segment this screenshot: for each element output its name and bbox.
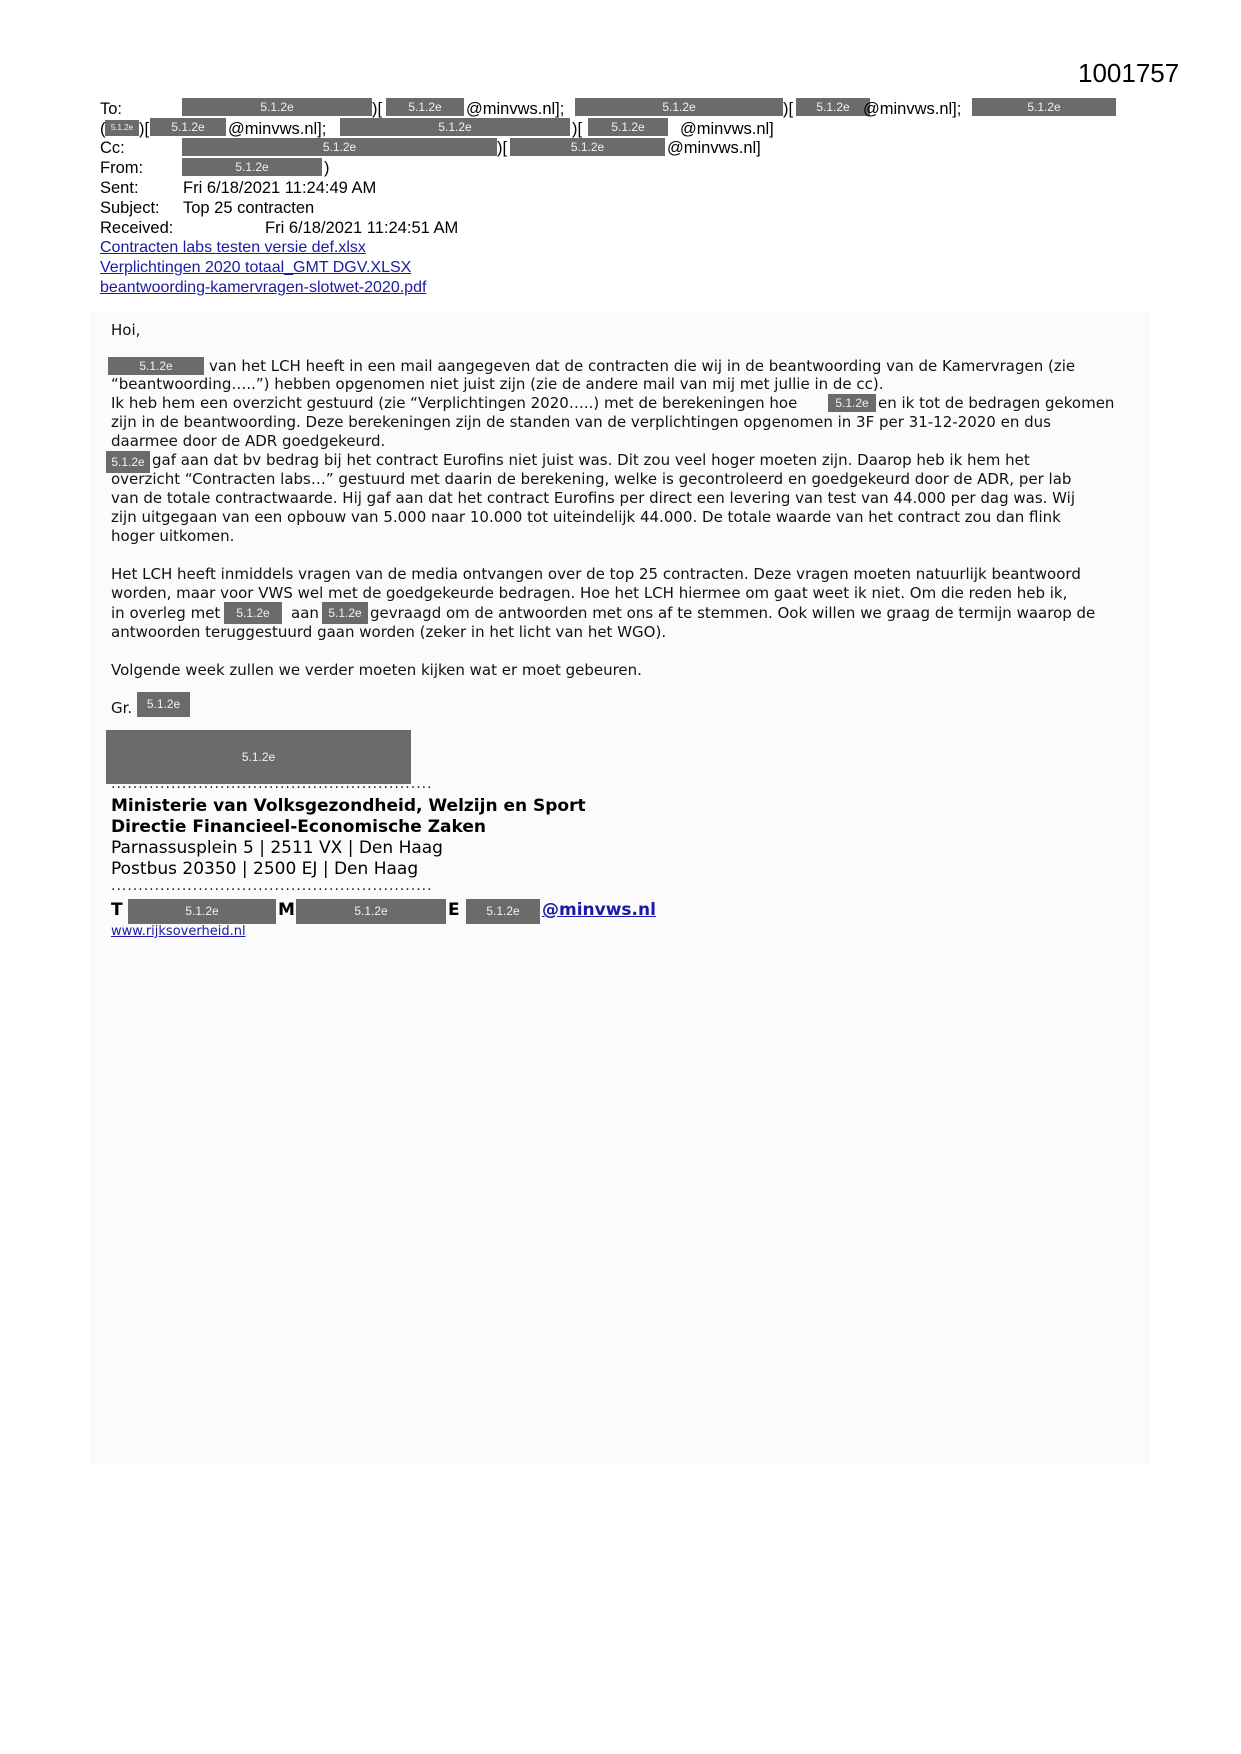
cc-label: Cc:: [100, 139, 125, 157]
body-line: “beantwoording…..”) hebben opgenomen niet juist zijn (zie de andere mail van mij met jullie in de cc).: [111, 375, 884, 393]
subject-value: Top 25 contracten: [183, 199, 315, 217]
redaction: 5.1.2e: [105, 120, 139, 136]
divider-dots: ...........................................................: [111, 776, 433, 792]
body-line: gevraagd om de antwoorden met ons af te stemmen. Ook willen we graag de termijn waarop de: [370, 604, 1096, 622]
subject-label: Subject:: [100, 199, 160, 217]
to-sep: )[: [372, 100, 383, 118]
body-line: gaf aan dat bv bedrag bij het contract Eurofins niet juist was. Dit zou veel hoger moeten zijn. Daarop heb ik hem het: [152, 451, 1030, 469]
email-link[interactable]: @minvws.nl: [542, 900, 656, 920]
to-sep: )[: [139, 120, 150, 138]
redaction: 5.1.2e: [340, 118, 570, 136]
redaction: 5.1.2e: [182, 138, 497, 156]
to-label: To:: [100, 100, 123, 118]
website-link[interactable]: www.rijksoverheid.nl: [111, 924, 246, 939]
redaction: 5.1.2e: [575, 98, 783, 116]
greeting: Hoi,: [111, 321, 141, 339]
body-line: Volgende week zullen we verder moeten kijken wat er moet gebeuren.: [111, 661, 642, 679]
email-label: E: [448, 900, 460, 920]
attachment-link[interactable]: Contracten labs testen versie def.xlsx: [100, 239, 366, 256]
received-value: Fri 6/18/2021 11:24:51 AM: [265, 219, 459, 237]
address-line: Parnassusplein 5 | 2511 VX | Den Haag: [111, 838, 443, 858]
cc-sep: )[: [497, 139, 508, 157]
body-line: Ik heb hem een overzicht gestuurd (zie “Verplichtingen 2020…..) met de berekeningen hoe: [111, 394, 798, 412]
from-paren: ): [324, 159, 330, 177]
body-line: van het LCH heeft in een mail aangegeven dat de contracten die wij in de beantwoording van de Kamervragen (zie: [209, 357, 1076, 375]
redaction: 5.1.2e: [182, 158, 322, 176]
divider-dots: ...........................................................: [111, 878, 433, 894]
from-label: From:: [100, 159, 144, 177]
body-line: worden, maar voor VWS wel met de goedgekeurde bedragen. Hoe het LCH hiermee om gaat weet ik niet. Om die reden heb ik,: [111, 584, 1068, 602]
document-number: 1001757: [1078, 58, 1180, 88]
received-label: Received:: [100, 219, 174, 237]
body-line: aan: [291, 604, 319, 622]
to-sep: )[: [783, 100, 794, 118]
attachment-link[interactable]: beantwoording-kamervragen-slotwet-2020.pdf: [100, 279, 427, 296]
to-sep: )[: [572, 120, 583, 138]
redaction: 5.1.2e: [150, 118, 226, 136]
redaction: 5.1.2e: [137, 692, 190, 717]
redaction-signature-block: 5.1.2e: [106, 730, 411, 784]
redaction: 5.1.2e: [106, 451, 150, 473]
redaction: 5.1.2e: [108, 357, 204, 375]
to-domain: @minvws.nl];: [228, 120, 327, 138]
sent-label: Sent:: [100, 179, 139, 197]
body-line: hoger uitkomen.: [111, 527, 235, 545]
mobile-label: M: [278, 900, 295, 920]
to-domain: @minvws.nl]: [680, 120, 774, 138]
redaction: 5.1.2e: [296, 899, 446, 924]
sent-value: Fri 6/18/2021 11:24:49 AM: [183, 179, 377, 197]
to-domain: @minvws.nl];: [466, 100, 565, 118]
redaction: 5.1.2e: [796, 98, 870, 116]
body-line: van de totale contractwaarde. Hij gaf aan dat het contract Eurofins per direct een levering van test van 44.000 per dag was. Wij: [111, 489, 1076, 507]
body-line: antwoorden teruggestuurd gaan worden (zeker in het licht van het WGO).: [111, 623, 667, 641]
redaction: 5.1.2e: [510, 138, 665, 156]
to-paren: (: [100, 120, 106, 138]
body-line: daarmee door de ADR goedgekeurd.: [111, 432, 386, 450]
body-line: overzicht “Contracten labs…” gestuurd met daarin de berekening, welke is gecontroleerd en goedgekeurd door de ADR, per lab: [111, 470, 1072, 488]
redaction: 5.1.2e: [182, 98, 372, 116]
body-line: en ik tot de bedragen gekomen: [878, 394, 1115, 412]
body-line: zijn uitgegaan van een opbouw van 5.000 naar 10.000 tot uiteindelijk 44.000. De totale waarde van het contract zou dan flink: [111, 508, 1061, 526]
body-line: zijn in de beantwoording. Deze berekeningen zijn de standen van de verplichtingen opgenomen in 3F per 31-12-2020 en dus: [111, 413, 1051, 431]
address-line: Postbus 20350 | 2500 EJ | Den Haag: [111, 859, 419, 879]
redaction: 5.1.2e: [322, 602, 368, 624]
redaction: 5.1.2e: [588, 118, 668, 136]
body-line: Het LCH heeft inmiddels vragen van de media ontvangen over de top 25 contracten. Deze vragen moeten natuurlijk beantwoord: [111, 565, 1081, 583]
to-domain: @minvws.nl];: [863, 100, 962, 118]
cc-domain: @minvws.nl]: [667, 139, 761, 157]
redaction: 5.1.2e: [466, 899, 540, 924]
redaction: 5.1.2e: [972, 98, 1116, 116]
attachment-link[interactable]: Verplichtingen 2020 totaal_GMT DGV.XLSX: [100, 259, 412, 276]
redaction: 5.1.2e: [828, 394, 876, 412]
organization-name: Ministerie van Volksgezondheid, Welzijn en Sport: [111, 796, 586, 816]
department-name: Directie Financieel-Economische Zaken: [111, 817, 487, 837]
body-line: in overleg met: [111, 604, 221, 622]
redaction: 5.1.2e: [386, 98, 464, 116]
redaction: 5.1.2e: [128, 899, 276, 924]
redaction: 5.1.2e: [224, 602, 282, 624]
phone-label: T: [111, 900, 123, 920]
closing: Gr.: [111, 699, 133, 717]
